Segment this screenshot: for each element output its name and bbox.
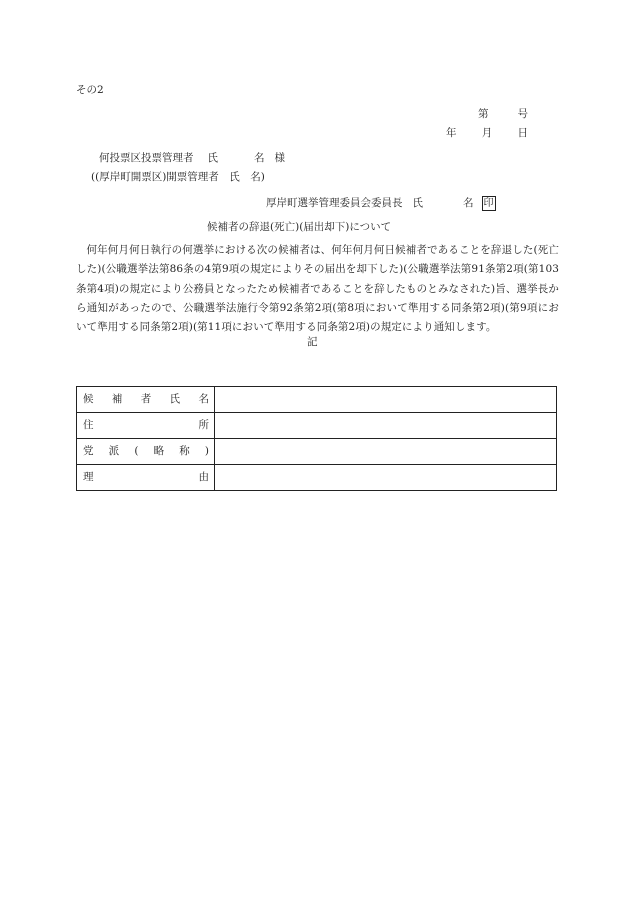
row-label-char: ) bbox=[204, 445, 209, 458]
notice-body: 何年何月何日執行の何選挙における次の候補者は、何年何月何日候補者であることを辞退した(死亡した)(公職選挙法第86条の4第9項の規定によりその届出を却下した)(公職選挙法第91条第2項(第103条第4項)の規定により公務員となったため候補者であることを辞したものとみなされた)旨、選挙長から通知があったので、公職選挙法施行令第92条第2項(第8項において準用する同条第2項)(第9項において準用する同条第2項)(第11項において準用する同条第2項)の規定により通知します。 bbox=[76, 244, 559, 334]
addressee-name-a: 氏 bbox=[207, 152, 218, 164]
addressee-title: 何投票区投票管理者 bbox=[99, 152, 194, 164]
row-value bbox=[215, 465, 557, 491]
seal-mark: 印 bbox=[483, 198, 494, 209]
sender-title: 厚岸町選挙管理委員会委員長 bbox=[266, 197, 403, 210]
row-label-char: 住 bbox=[83, 419, 94, 432]
sender-name-b: 名 bbox=[463, 197, 474, 210]
date-day: 日 bbox=[517, 127, 528, 139]
row-label-char: 者 bbox=[140, 393, 152, 406]
row-value bbox=[215, 413, 557, 439]
candidate-info-table bbox=[76, 386, 557, 491]
row-label-char: ( bbox=[134, 445, 139, 458]
table-row bbox=[77, 465, 557, 491]
row-label-char: 所 bbox=[198, 419, 209, 432]
addressee-honorific: 様 bbox=[274, 152, 285, 164]
row-label-char: 候 bbox=[83, 393, 94, 406]
subject-title: 候補者の辞退(死亡)(届出却下)について bbox=[207, 221, 392, 233]
row-label-char: 党 bbox=[83, 445, 94, 458]
row-value bbox=[215, 387, 557, 413]
form-id: その2 bbox=[76, 84, 104, 96]
table-row bbox=[77, 439, 557, 465]
row-label-char: 派 bbox=[108, 445, 120, 458]
number-prefix: 第 bbox=[478, 108, 489, 120]
row-label bbox=[77, 387, 215, 413]
table-row bbox=[77, 413, 557, 439]
row-label-char: 補 bbox=[111, 393, 123, 406]
addressee bbox=[99, 153, 285, 164]
addressee-name-b: 名 bbox=[254, 152, 265, 164]
row-label-char: 氏 bbox=[169, 393, 181, 406]
row-label-char: 名 bbox=[198, 393, 209, 406]
addressee-alt: ((厚岸町開票区)開票管理者 氏 名) bbox=[91, 171, 265, 183]
date-month: 月 bbox=[481, 127, 493, 139]
sender-name-a: 氏 bbox=[412, 197, 423, 210]
document-number bbox=[478, 109, 528, 120]
table-row bbox=[77, 387, 557, 413]
row-label-char: 称 bbox=[179, 445, 190, 458]
row-label-char: 略 bbox=[153, 445, 165, 458]
document-date bbox=[446, 128, 528, 139]
row-label bbox=[77, 465, 215, 491]
row-label-char: 理 bbox=[83, 471, 94, 484]
row-label-char: 由 bbox=[198, 471, 209, 484]
number-suffix: 号 bbox=[517, 108, 528, 120]
date-year: 年 bbox=[446, 127, 457, 139]
sender bbox=[266, 196, 496, 211]
row-value bbox=[215, 439, 557, 465]
row-label bbox=[77, 439, 215, 465]
row-label bbox=[77, 413, 215, 439]
ki-heading: 記 bbox=[307, 336, 318, 348]
